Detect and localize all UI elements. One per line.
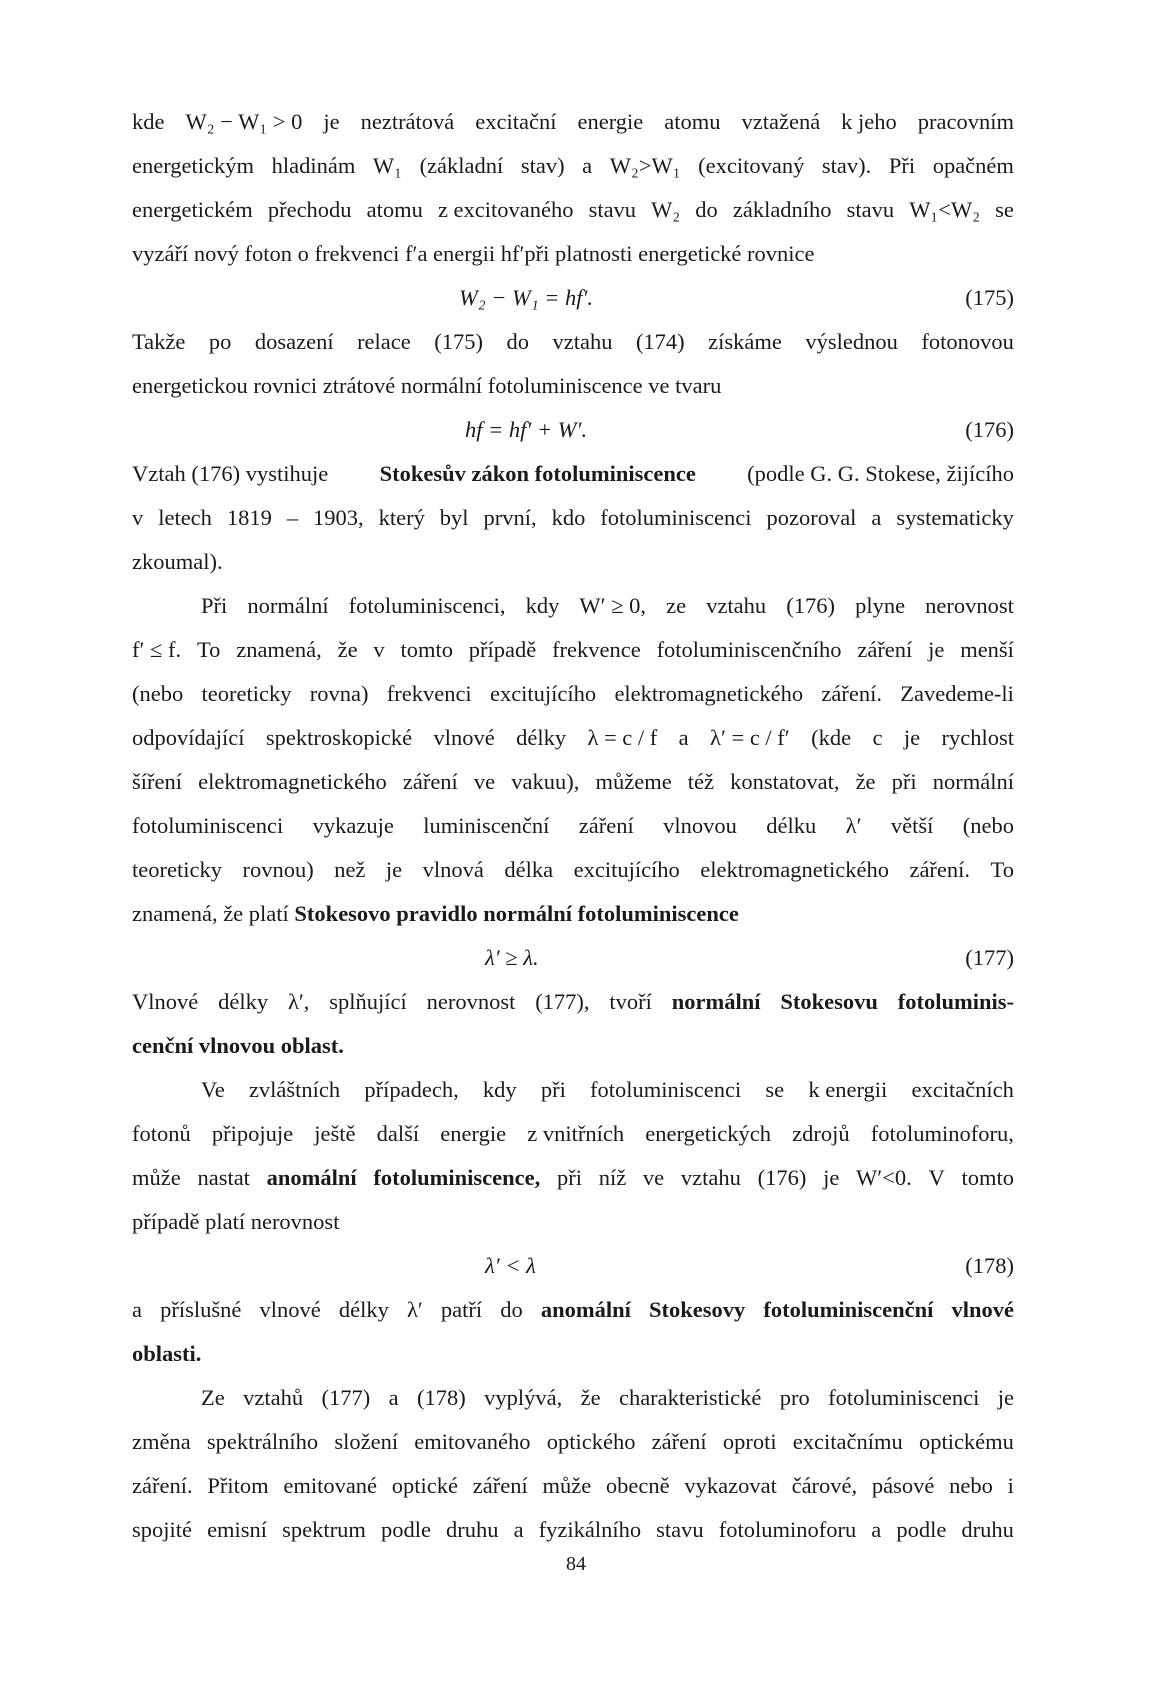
word: ze bbox=[666, 593, 687, 618]
word: elektromagnetického bbox=[700, 857, 889, 882]
word: Při bbox=[201, 593, 228, 618]
text-line bbox=[132, 1156, 1014, 1200]
word: energie bbox=[577, 109, 644, 134]
word: energetických bbox=[645, 1121, 772, 1146]
word: (174) bbox=[635, 329, 685, 354]
word: fotoluminiscenci bbox=[590, 1077, 742, 1102]
word: fotoluminiscence, bbox=[373, 1165, 541, 1190]
word: z excitovaného bbox=[437, 197, 574, 222]
word: V bbox=[928, 1165, 945, 1190]
word: vyplývá, bbox=[484, 1385, 563, 1410]
word: při bbox=[556, 1165, 582, 1190]
text-line bbox=[132, 1332, 1014, 1376]
word: ve bbox=[473, 769, 496, 794]
word: λ′ bbox=[845, 813, 862, 838]
word: elektromagnetického bbox=[198, 769, 387, 794]
page-number: 84 bbox=[566, 1553, 586, 1575]
word: obecně bbox=[605, 1473, 670, 1498]
word: spektrum bbox=[282, 1517, 366, 1542]
text-line bbox=[132, 892, 1014, 936]
text-line bbox=[132, 1068, 1014, 1112]
word: i bbox=[1007, 1473, 1014, 1498]
word: W₁<W₂ bbox=[909, 197, 981, 222]
word: a bbox=[388, 1385, 399, 1410]
text-line bbox=[132, 672, 1014, 716]
equation-formula: λ′ ≥ λ. bbox=[485, 945, 539, 970]
word: vakuu), bbox=[511, 769, 580, 794]
word: vlnovou bbox=[663, 813, 737, 838]
word: opačném bbox=[932, 153, 1014, 178]
word: c bbox=[872, 725, 883, 750]
text-line bbox=[132, 980, 1014, 1024]
word: oproti bbox=[722, 1429, 777, 1454]
word: W₂>W₁ bbox=[609, 153, 681, 178]
word: kdo bbox=[551, 505, 586, 530]
word: se bbox=[765, 1077, 785, 1102]
word: energie bbox=[440, 1121, 507, 1146]
word: excitačních bbox=[911, 1077, 1014, 1102]
word: neztrátová bbox=[360, 109, 455, 134]
text-line bbox=[132, 100, 1014, 144]
word: pozoroval bbox=[766, 505, 857, 530]
word: kdy bbox=[525, 593, 560, 618]
word: spojité bbox=[132, 1517, 192, 1542]
word: λ′, bbox=[287, 989, 310, 1014]
word: Ve bbox=[201, 1077, 225, 1102]
text-line bbox=[132, 1420, 1014, 1464]
word: změna bbox=[132, 1429, 191, 1454]
word: kde bbox=[132, 109, 165, 134]
word: To bbox=[196, 637, 221, 662]
word: je bbox=[323, 109, 340, 134]
word: atomu bbox=[664, 109, 721, 134]
word: λ′ = c / f′ bbox=[710, 725, 790, 750]
word: podle bbox=[896, 1517, 947, 1542]
word: letech bbox=[158, 505, 212, 530]
word: W′ ≥ 0, bbox=[579, 593, 647, 618]
text-line bbox=[132, 188, 1014, 232]
word: zvláštních bbox=[248, 1077, 341, 1102]
word: vlnové bbox=[259, 1297, 321, 1322]
word: Zavedeme-li bbox=[900, 681, 1014, 706]
word: luminiscenční bbox=[423, 813, 550, 838]
text-line bbox=[132, 144, 1014, 188]
word: další bbox=[376, 1121, 420, 1146]
word: (175) bbox=[434, 329, 483, 354]
word: (176) bbox=[786, 593, 835, 618]
word: stavu bbox=[656, 1517, 704, 1542]
word: je bbox=[928, 637, 945, 662]
word: konstatovat, bbox=[730, 769, 840, 794]
word: a bbox=[871, 505, 882, 530]
equation-formula: λ′ < λ bbox=[485, 1253, 536, 1278]
text-line: energetickou rovnici ztrátové normální fotoluminiscence ve tvaru bbox=[132, 373, 722, 398]
word: první, bbox=[483, 505, 537, 530]
bold-term: Stokesův zákon fotoluminiscence bbox=[379, 461, 696, 486]
word: znamená, bbox=[236, 637, 322, 662]
word: druhu bbox=[446, 1517, 499, 1542]
word: (176) bbox=[757, 1165, 807, 1190]
word: při bbox=[891, 769, 917, 794]
equation-number: (178) bbox=[965, 1253, 1014, 1278]
word: že bbox=[580, 1385, 601, 1410]
word: excitujícího bbox=[573, 857, 680, 882]
text-line bbox=[132, 716, 1014, 760]
word: energetickým bbox=[132, 153, 255, 178]
text-line bbox=[132, 1288, 1014, 1332]
word: se bbox=[995, 197, 1014, 222]
word: fotoluminiscenci, bbox=[348, 593, 506, 618]
word: optickému bbox=[918, 1429, 1014, 1454]
word: dosazení bbox=[254, 329, 334, 354]
word: λ′ bbox=[406, 1297, 423, 1322]
word: fotoluminis- bbox=[897, 989, 1014, 1014]
word: relace bbox=[357, 329, 411, 354]
word: byl bbox=[439, 505, 469, 530]
word: kdy bbox=[482, 1077, 517, 1102]
word: frekvenci bbox=[386, 681, 472, 706]
word: stavu bbox=[588, 197, 637, 222]
word: podle bbox=[380, 1517, 431, 1542]
word: fotonů bbox=[132, 1121, 191, 1146]
word: teoreticky bbox=[201, 681, 292, 706]
word: můžeme bbox=[595, 769, 672, 794]
word: záření bbox=[578, 813, 634, 838]
word: emitované bbox=[283, 1473, 378, 1498]
word: tvoří bbox=[609, 989, 652, 1014]
word: anomální bbox=[266, 1165, 357, 1190]
word: 1819 bbox=[226, 505, 272, 530]
word: W′<0. bbox=[856, 1165, 912, 1190]
text-line bbox=[132, 452, 1014, 496]
word: fyzikálního bbox=[538, 1517, 642, 1542]
word: normální bbox=[247, 593, 329, 618]
word: a bbox=[678, 725, 689, 750]
word: též bbox=[687, 769, 715, 794]
page-body bbox=[132, 100, 1014, 1552]
word: může bbox=[542, 1473, 592, 1498]
word: Vlnové bbox=[132, 989, 199, 1014]
word: šíření bbox=[132, 769, 182, 794]
word: vztahu bbox=[706, 593, 767, 618]
equation-175 bbox=[132, 276, 1014, 320]
word: (nebo bbox=[132, 681, 184, 706]
word: stav) bbox=[520, 153, 565, 178]
bold-term: Stokesovo pravidlo normální fotoluminiscence bbox=[294, 901, 739, 926]
word: atomu bbox=[366, 197, 423, 222]
word: vztažená bbox=[741, 109, 821, 134]
equation-number: (177) bbox=[965, 945, 1014, 970]
word: (177) bbox=[321, 1385, 371, 1410]
word: zdrojů bbox=[792, 1121, 850, 1146]
word: (178) bbox=[416, 1385, 466, 1410]
word: spektrálního bbox=[206, 1429, 319, 1454]
word: (177), bbox=[535, 989, 590, 1014]
word: délku bbox=[766, 813, 817, 838]
word: nebo bbox=[949, 1473, 993, 1498]
equation-number: (176) bbox=[965, 417, 1014, 442]
bold-term: cenční vlnovou oblast. bbox=[132, 1033, 344, 1058]
word: Takže bbox=[132, 329, 186, 354]
word: záření bbox=[651, 1429, 707, 1454]
word: druhu bbox=[961, 1517, 1014, 1542]
word: získáme bbox=[708, 329, 782, 354]
word: je bbox=[903, 725, 921, 750]
word: W₂ − W₁ > 0 bbox=[185, 109, 303, 134]
word: menší bbox=[960, 637, 1014, 662]
word: f′ ≤ f. bbox=[132, 637, 182, 662]
word: fotoluminiscenčního bbox=[656, 637, 842, 662]
equation-number: (175) bbox=[965, 285, 1014, 310]
word: a bbox=[513, 1517, 524, 1542]
word: rychlost bbox=[941, 725, 1014, 750]
word: délky bbox=[516, 725, 567, 750]
word: tomto bbox=[961, 1165, 1014, 1190]
word: Při bbox=[888, 153, 916, 178]
word: délky bbox=[218, 989, 269, 1014]
word: záření bbox=[402, 769, 458, 794]
word: který bbox=[378, 505, 425, 530]
word: W₂ bbox=[651, 197, 681, 222]
word: (nebo bbox=[962, 813, 1014, 838]
word: nastat bbox=[197, 1165, 250, 1190]
text-span: znamená, že platí bbox=[132, 901, 289, 926]
word: při bbox=[540, 1077, 566, 1102]
word: stav). bbox=[821, 153, 872, 178]
word: případech, bbox=[364, 1077, 459, 1102]
word: rovnou) bbox=[242, 857, 314, 882]
word: tomto bbox=[400, 637, 453, 662]
word: vlnové bbox=[951, 1297, 1014, 1322]
word: fotoluminoforu bbox=[718, 1517, 857, 1542]
word: fotoluminiscenci bbox=[132, 813, 284, 838]
word: fotoluminiscenci bbox=[600, 505, 752, 530]
word: že bbox=[337, 637, 358, 662]
word: pásové bbox=[871, 1473, 935, 1498]
word: a bbox=[871, 1517, 882, 1542]
word: optického bbox=[546, 1429, 636, 1454]
word: fotonovou bbox=[921, 329, 1014, 354]
word: do bbox=[500, 1297, 523, 1322]
word: výslednou bbox=[805, 329, 898, 354]
word: že bbox=[855, 769, 876, 794]
word: délky bbox=[338, 1297, 389, 1322]
word: základního bbox=[732, 197, 832, 222]
equation-formula: hf = hf′ + W′. bbox=[465, 417, 588, 442]
word: záření. bbox=[821, 681, 882, 706]
word: Přitom bbox=[207, 1473, 269, 1498]
word: po bbox=[208, 329, 232, 354]
text-line bbox=[132, 848, 1014, 892]
word: případě bbox=[468, 637, 537, 662]
text-span: Vztah (176) vystihuje bbox=[132, 461, 329, 486]
bold-term: oblasti. bbox=[132, 1341, 202, 1366]
text-line: vyzáří nový foton o frekvenci f′a energii hf′při platnosti energetické rovnice bbox=[132, 241, 815, 266]
word: níž bbox=[598, 1165, 627, 1190]
text-line bbox=[132, 1464, 1014, 1508]
word: ještě bbox=[314, 1121, 356, 1146]
text-line bbox=[132, 1508, 1014, 1552]
text-span: (podle G. G. Stokese, žijícího bbox=[747, 461, 1014, 486]
word: patří bbox=[440, 1297, 483, 1322]
word: W₁ bbox=[372, 153, 402, 178]
word: fotoluminiscenci bbox=[828, 1385, 980, 1410]
text-line bbox=[132, 584, 1014, 628]
text-line: případě platí nerovnost bbox=[132, 1209, 340, 1234]
word: nerovnost bbox=[925, 593, 1014, 618]
word: emisní bbox=[207, 1517, 268, 1542]
word: přechodu bbox=[267, 197, 352, 222]
word: ve bbox=[642, 1165, 665, 1190]
text-line: zkoumal). bbox=[132, 549, 223, 574]
word: vykazuje bbox=[312, 813, 394, 838]
word: excitačnímu bbox=[792, 1429, 903, 1454]
word: vztahu bbox=[552, 329, 613, 354]
word: složení bbox=[334, 1429, 399, 1454]
word: z vnitřních bbox=[527, 1121, 625, 1146]
word: stavu bbox=[846, 197, 895, 222]
word: k jeho bbox=[841, 109, 897, 134]
word: příslušné bbox=[160, 1297, 242, 1322]
word: Ze bbox=[201, 1385, 225, 1410]
word: v bbox=[132, 505, 144, 530]
word: délka bbox=[504, 857, 554, 882]
text-line bbox=[132, 760, 1014, 804]
word: λ = c / f bbox=[587, 725, 658, 750]
word: (kde bbox=[811, 725, 852, 750]
word: pro bbox=[779, 1385, 810, 1410]
word: odpovídající bbox=[132, 725, 245, 750]
equation-176 bbox=[132, 408, 1014, 452]
word: 1903, bbox=[313, 505, 364, 530]
word: energetickém bbox=[132, 197, 253, 222]
word: může bbox=[132, 1165, 181, 1190]
word: vlnové bbox=[433, 725, 495, 750]
word: je bbox=[385, 857, 403, 882]
word: excitační bbox=[475, 109, 557, 134]
word: systematicky bbox=[896, 505, 1014, 530]
word: hladinám bbox=[271, 153, 356, 178]
word: větší bbox=[890, 813, 934, 838]
word: v bbox=[373, 637, 385, 662]
word: normální bbox=[932, 769, 1014, 794]
word: – bbox=[286, 505, 299, 530]
word: teoreticky bbox=[132, 857, 222, 882]
word: nerovnost bbox=[426, 989, 516, 1014]
text-line bbox=[132, 628, 1014, 672]
word: vykazovat bbox=[684, 1473, 777, 1498]
word: anomální bbox=[540, 1297, 631, 1322]
word: optické bbox=[391, 1473, 459, 1498]
text-line bbox=[132, 1376, 1014, 1420]
word: je bbox=[823, 1165, 840, 1190]
word: spektroskopické bbox=[265, 725, 413, 750]
word: čárové, bbox=[791, 1473, 858, 1498]
word: do bbox=[506, 329, 529, 354]
word: (excitovaný bbox=[698, 153, 805, 178]
word: charakteristické bbox=[618, 1385, 762, 1410]
equation-178 bbox=[132, 1244, 1014, 1288]
equation-formula: W₂ − W₁ = hf′. bbox=[459, 285, 594, 310]
word: Stokesovy bbox=[648, 1297, 746, 1322]
word: záření. bbox=[132, 1473, 193, 1498]
word: a bbox=[132, 1297, 142, 1322]
word: vztahů bbox=[243, 1385, 304, 1410]
word: k energii bbox=[808, 1077, 888, 1102]
word: excitujícího bbox=[489, 681, 597, 706]
word: elektromagnetického bbox=[614, 681, 804, 706]
word: a bbox=[582, 153, 593, 178]
word: To bbox=[990, 857, 1014, 882]
word: emitovaného bbox=[414, 1429, 531, 1454]
text-line bbox=[132, 320, 1014, 364]
text-line bbox=[132, 1112, 1014, 1156]
word: normální bbox=[671, 989, 761, 1014]
word: záření. bbox=[909, 857, 971, 882]
word: je bbox=[997, 1385, 1014, 1410]
word: pracovním bbox=[917, 109, 1014, 134]
word: (základní bbox=[419, 153, 504, 178]
text-line bbox=[132, 496, 1014, 540]
word: vlnová bbox=[422, 857, 484, 882]
word: splňující bbox=[329, 989, 407, 1014]
text-line bbox=[132, 1024, 1014, 1068]
equation-177 bbox=[132, 936, 1014, 980]
word: vztahu bbox=[680, 1165, 741, 1190]
word: záření bbox=[857, 637, 913, 662]
word: Stokesovu bbox=[780, 989, 878, 1014]
word: do bbox=[695, 197, 718, 222]
word: připojuje bbox=[211, 1121, 294, 1146]
word: záření bbox=[472, 1473, 528, 1498]
text-line bbox=[132, 804, 1014, 848]
word: frekvence bbox=[552, 637, 641, 662]
word: fotoluminoforu, bbox=[870, 1121, 1014, 1146]
word: než bbox=[334, 857, 366, 882]
word: fotoluminiscenční bbox=[763, 1297, 934, 1322]
word: rovna) bbox=[309, 681, 369, 706]
word: plyne bbox=[855, 593, 906, 618]
